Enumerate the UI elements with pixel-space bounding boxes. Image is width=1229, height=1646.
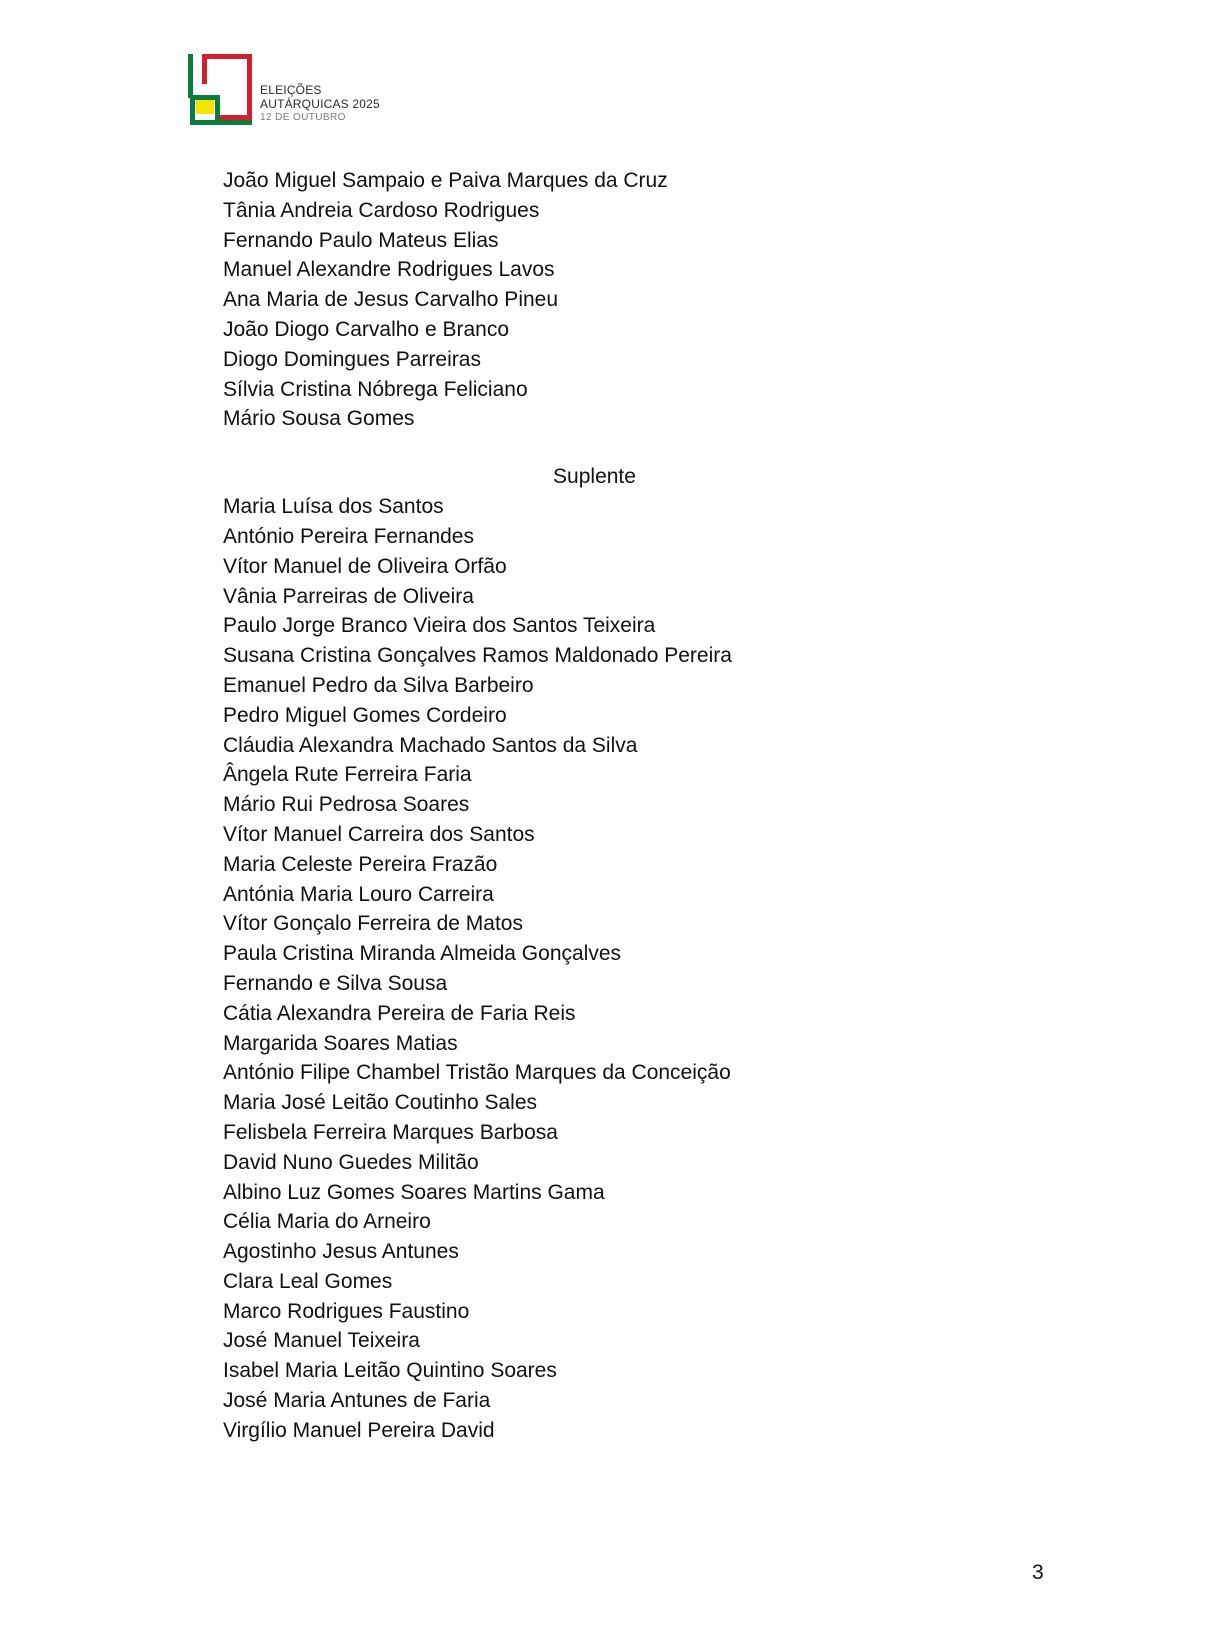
list-item: Pedro Miguel Gomes Cordeiro: [223, 703, 507, 727]
list-item: Cátia Alexandra Pereira de Faria Reis: [223, 1001, 576, 1025]
logo-title-line1: ELEIÇÕES: [260, 83, 322, 97]
list-item: Clara Leal Gomes: [223, 1269, 393, 1293]
list-item: Virgílio Manuel Pereira David: [223, 1418, 495, 1442]
list-item: Antónia Maria Louro Carreira: [223, 882, 494, 906]
list-item: Felisbela Ferreira Marques Barbosa: [223, 1120, 558, 1144]
list-item: David Nuno Guedes Militão: [223, 1150, 479, 1174]
list-item: Manuel Alexandre Rodrigues Lavos: [223, 258, 555, 282]
list-item: João Diogo Carvalho e Branco: [223, 317, 510, 341]
logo-text: [260, 84, 380, 123]
list-item: Ana Maria de Jesus Carvalho Pineu: [223, 288, 559, 312]
list-item: Vítor Manuel Carreira dos Santos: [223, 822, 535, 846]
list-item: Sílvia Cristina Nóbrega Feliciano: [223, 377, 528, 401]
list-item: Vítor Manuel de Oliveira Orfão: [223, 554, 507, 578]
list-item: Tânia Andreia Cardoso Rodrigues: [223, 198, 540, 222]
list-item: Albino Luz Gomes Soares Martins Gama: [223, 1180, 605, 1204]
list-item: Maria José Leitão Coutinho Sales: [223, 1091, 538, 1115]
list-item: Isabel Maria Leitão Quintino Soares: [223, 1359, 557, 1383]
effective-candidates-list: [223, 166, 1003, 434]
list-item: Agostinho Jesus Antunes: [223, 1240, 459, 1264]
list-item: José Maria Antunes de Faria: [223, 1389, 491, 1413]
list-item: Margarida Soares Matias: [223, 1031, 458, 1055]
list-item: Mário Rui Pedrosa Soares: [223, 793, 470, 817]
list-item: Paulo Jorge Branco Vieira dos Santos Teixeira: [223, 614, 656, 638]
substitute-candidates-list: [223, 492, 1003, 1446]
substitutes-heading: Suplente: [553, 465, 636, 489]
list-item: Célia Maria do Arneiro: [223, 1210, 431, 1234]
list-item: Paula Cristina Miranda Almeida Gonçalves: [223, 942, 622, 966]
election-logo-icon: [188, 54, 254, 126]
logo-date: 12 DE OUTUBRO: [260, 111, 346, 123]
page-number: 3: [1032, 1561, 1044, 1584]
list-item: Ângela Rute Ferreira Faria: [223, 763, 472, 787]
election-logo: [188, 54, 398, 129]
list-item: João Miguel Sampaio e Paiva Marques da Cruz: [223, 169, 668, 192]
list-item: Fernando e Silva Sousa: [223, 971, 448, 995]
list-item: António Pereira Fernandes: [223, 524, 474, 548]
list-item: Mário Sousa Gomes: [223, 407, 415, 431]
list-item: Diogo Domingues Parreiras: [223, 347, 481, 371]
list-item: José Manuel Teixeira: [223, 1329, 420, 1353]
list-item: Susana Cristina Gonçalves Ramos Maldonado Pereira: [223, 644, 732, 668]
list-item: Marco Rodrigues Faustino: [223, 1299, 470, 1323]
logo-title-line2: AUTÁRQUICAS 2025: [260, 96, 380, 111]
list-item: Maria Luísa dos Santos: [223, 495, 444, 519]
list-item: Emanuel Pedro da Silva Barbeiro: [223, 673, 534, 697]
list-item: Maria Celeste Pereira Frazão: [223, 852, 498, 876]
list-item: António Filipe Chambel Tristão Marques da Conceição: [223, 1061, 731, 1085]
list-item: Fernando Paulo Mateus Elias: [223, 228, 499, 252]
candidate-lists: [223, 166, 1003, 1446]
list-item: Vânia Parreiras de Oliveira: [223, 584, 474, 608]
list-item: Vítor Gonçalo Ferreira de Matos: [223, 912, 523, 936]
list-item: Cláudia Alexandra Machado Santos da Silva: [223, 733, 638, 757]
